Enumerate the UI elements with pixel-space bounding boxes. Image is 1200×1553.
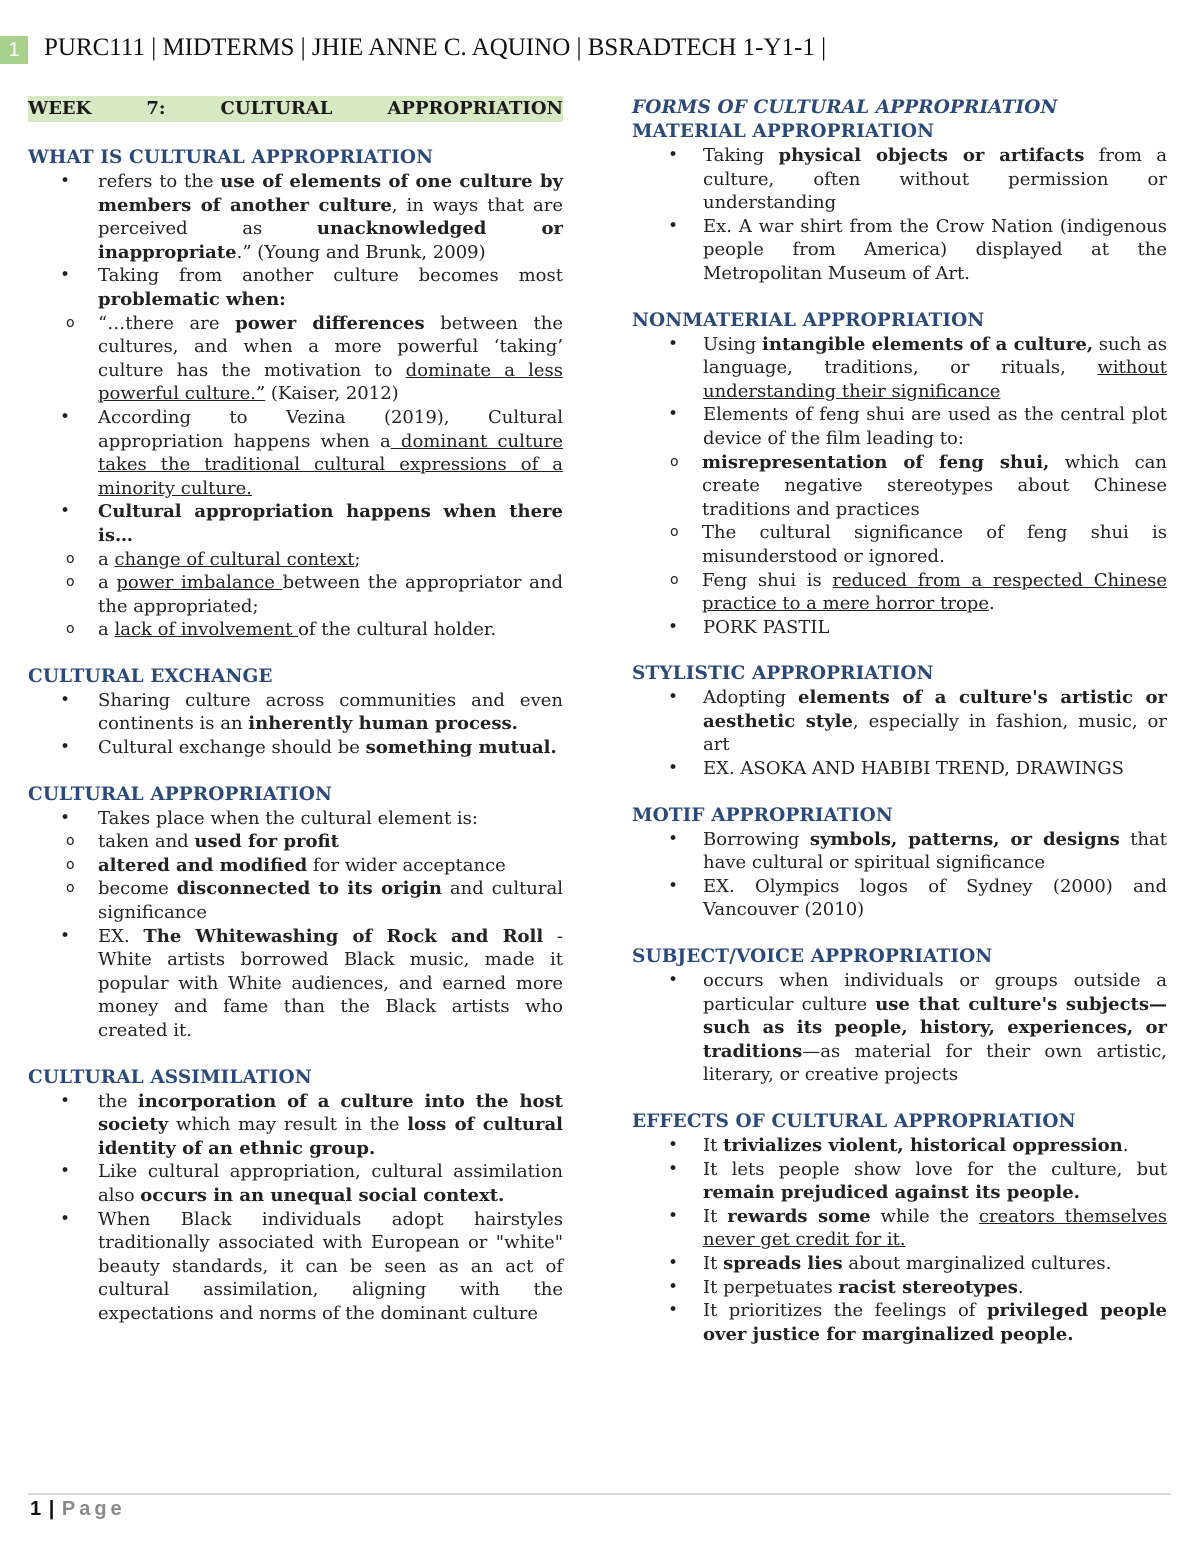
page-header — [0, 30, 1200, 70]
sub-list-item: o a change of cultural context; — [28, 548, 563, 572]
right-column — [632, 96, 1167, 1346]
list-item: • EX. Olympics logos of Sydney (2000) and Vancouver (2010) — [632, 875, 1167, 922]
list-item: • Cultural appropriation happens when there is… o a change of cultural context; o a power imbalance between the appropriator and the appropriated; o a lack of involvement of the cultural holder. — [28, 500, 563, 642]
list-item: • It perpetuates racist stereotypes. — [632, 1276, 1167, 1300]
footer-divider — [28, 1493, 1171, 1495]
assimilation-list — [28, 1090, 563, 1326]
section-heading-nonmaterial: NONMATERIAL APPROPRIATION — [632, 309, 985, 331]
section-heading-stylistic: STYLISTIC APPROPRIATION — [632, 663, 934, 685]
list-item: • Borrowing symbols, patterns, or designs that have cultural or spiritual significance — [632, 828, 1167, 875]
left-column — [28, 96, 563, 1326]
section-heading-appropriation: CULTURAL APPROPRIATION — [28, 783, 333, 805]
list-item: • It trivializes violent, historical oppression. — [632, 1134, 1167, 1158]
list-item: • It lets people show love for the culture, but remain prejudiced against its people. — [632, 1158, 1167, 1205]
footer-page-number: 1 — [30, 1498, 42, 1520]
header-page-number: 1 — [0, 36, 28, 64]
list-item: • Sharing culture across communities and even continents is an inherently human process. — [28, 689, 563, 736]
section-heading-material: MATERIAL APPROPRIATION — [632, 121, 935, 142]
motif-list — [632, 828, 1167, 922]
list-item: • Adopting elements of a culture's artistic or aesthetic style, especially in fashion, music, or art — [632, 686, 1167, 757]
sub-list-item: o The cultural significance of feng shui is misunderstood or ignored. — [632, 521, 1167, 568]
sub-list-item: o become disconnected to its origin and cultural significance — [28, 877, 563, 924]
list-item: • refers to the use of elements of one culture by members of another culture, in ways that are perceived as unacknowledged or inappropriate.” (Young and Brunk, 2009) — [28, 170, 563, 264]
what-is-list — [28, 170, 563, 642]
stylistic-list — [632, 686, 1167, 780]
appropriation-list — [28, 807, 563, 1043]
list-item: • When Black individuals adopt hairstyles traditionally associated with European or "white" beauty standards, it can be seen as an act of cultural assimilation, aligning with the expectations and norms of the dominant culture — [28, 1208, 563, 1326]
section-heading-motif: MOTIF APPROPRIATION — [632, 804, 893, 826]
list-item: • Takes place when the cultural element is: o taken and used for profit o altered and modified for wider acceptance o become disconnected to its origin and cultural significance — [28, 807, 563, 925]
section-heading-assimilation: CULTURAL ASSIMILATION — [28, 1066, 312, 1088]
section-heading-what-is: WHAT IS CULTURAL APPROPRIATION — [28, 147, 434, 168]
list-item: • EX. ASOKA AND HABIBI TREND, DRAWINGS — [632, 757, 1167, 781]
sub-list-item: o taken and used for profit — [28, 830, 563, 854]
sub-list-item: o altered and modified for wider acceptance — [28, 854, 563, 878]
material-list — [632, 144, 1167, 286]
list-item: • Ex. A war shirt from the Crow Nation (indigenous people from America) displayed at the Metropolitan Museum of Art. — [632, 215, 1167, 286]
week-word: WEEK — [28, 98, 92, 119]
sub-list-item: o Feng shui is reduced from a respected Chinese practice to a mere horror trope. — [632, 569, 1167, 616]
week-topic-2: APPROPRIATION — [387, 98, 563, 119]
sub-list-item: o a power imbalance between the appropriator and the appropriated; — [28, 571, 563, 618]
exchange-list — [28, 689, 563, 760]
list-item: • It prioritizes the feelings of privileged people over justice for marginalized people. — [632, 1299, 1167, 1346]
list-item: • Elements of feng shui are used as the central plot device of the film leading to: o misrepresentation of feng shui, which can create negative stereotypes about Chinese traditions and practices o The cultural significance of feng shui is misunderstood or ignored. o Feng shui is reduced from a respected Chinese practice to a mere horror trope. — [632, 403, 1167, 615]
nonmaterial-list — [632, 333, 1167, 640]
list-item: • Using intangible elements of a culture, such as language, traditions, or rituals, without understanding their significance — [632, 333, 1167, 404]
sub-list-item: o a lack of involvement of the cultural holder. — [28, 618, 563, 642]
list-item: • It rewards some while the creators themselves never get credit for it. — [632, 1205, 1167, 1252]
list-item: • Like cultural appropriation, cultural assimilation also occurs in an unequal social context. — [28, 1160, 563, 1207]
list-item: • PORK PASTIL — [632, 616, 1167, 640]
footer-separator: | — [48, 1498, 55, 1520]
section-heading-subject: SUBJECT/VOICE APPROPRIATION — [632, 946, 993, 968]
sub-list — [98, 548, 563, 642]
list-item: • According to Vezina (2019), Cultural appropriation happens when a dominant culture takes the traditional cultural expressions of a minority culture. — [28, 406, 563, 500]
page-footer — [30, 1498, 126, 1521]
list-item: • occurs when individuals or groups outside a particular culture use that culture's subjects—such as its people, history, experiences, or traditions—as material for their own artistic, literary, or creative projects — [632, 969, 1167, 1087]
footer-page-word: Page — [61, 1498, 126, 1520]
list-item: • It spreads lies about marginalized cultures. — [632, 1252, 1167, 1276]
sub-list — [98, 830, 563, 924]
list-item: • Taking physical objects or artifacts from a culture, often without permission or understanding — [632, 144, 1167, 215]
list-item: • the incorporation of a culture into the host society which may result in the loss of cultural identity of an ethnic group. — [28, 1090, 563, 1161]
subject-list — [632, 969, 1167, 1087]
sub-list — [98, 312, 563, 406]
list-item: • Taking from another culture becomes most problematic when: o “…there are power differences between the cultures, and when a more powerful ‘taking’ culture has the motivation to dominate a less powerful culture.” (Kaiser, 2012) — [28, 264, 563, 406]
week-topic-1: CULTURAL — [220, 98, 333, 119]
week-title-bar — [28, 96, 563, 122]
forms-heading: FORMS OF CULTURAL APPROPRIATION — [632, 97, 1058, 118]
section-heading-exchange: CULTURAL EXCHANGE — [28, 665, 273, 687]
sub-list-item: o misrepresentation of feng shui, which can create negative stereotypes about Chinese traditions and practices — [632, 451, 1167, 522]
sub-list — [703, 451, 1167, 616]
list-item: • EX. The Whitewashing of Rock and Roll - White artists borrowed Black music, made it popular with White audiences, and earned more money and fame than the Black artists who created it. — [28, 925, 563, 1043]
week-number: 7: — [146, 98, 166, 119]
list-item: • Cultural exchange should be something mutual. — [28, 736, 563, 760]
section-heading-effects: EFFECTS OF CULTURAL APPROPRIATION — [632, 1111, 1076, 1132]
effects-list — [632, 1134, 1167, 1346]
header-title: PURC111 | MIDTERMS | JHIE ANNE C. AQUINO | BSRADTECH 1-Y1-1 | — [44, 34, 827, 61]
sub-list-item: o “…there are power differences between the cultures, and when a more powerful ‘taking’ culture has the motivation to dominate a less powerful culture.” (Kaiser, 2012) — [28, 312, 563, 406]
